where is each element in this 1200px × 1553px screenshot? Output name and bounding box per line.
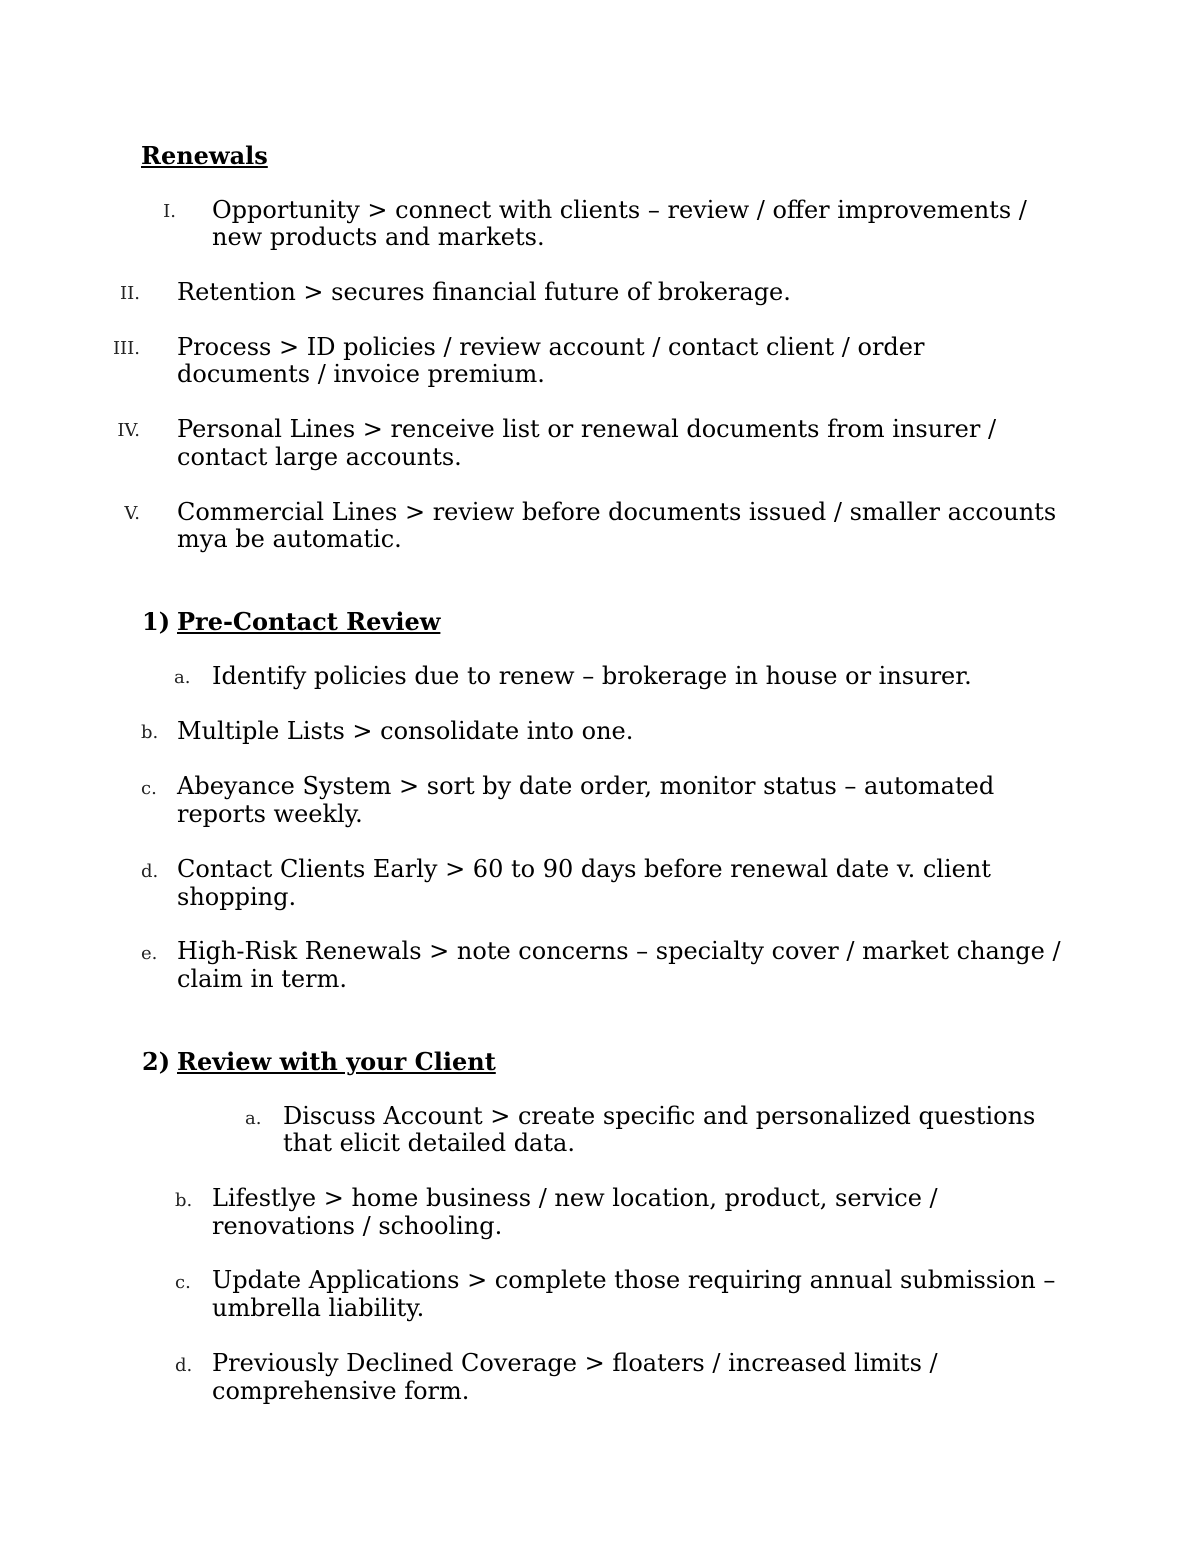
list-item-line: reports weekly. <box>177 800 363 828</box>
list-item-line: Identify policies due to renew – brokerage in house or insurer. <box>212 662 972 690</box>
list-item-line: new products and markets. <box>212 223 545 251</box>
list-item-line: renovations / schooling. <box>212 1212 503 1240</box>
list-item-line: Opportunity > connect with clients – review / offer improvements / <box>212 196 1027 224</box>
list-item-line: Discuss Account > create specific and personalized questions <box>283 1102 1036 1130</box>
list-marker: a. <box>174 667 191 688</box>
section-number: 1) <box>142 607 171 636</box>
list-item-line: umbrella liability. <box>212 1294 425 1322</box>
list-marker: I. <box>163 201 176 222</box>
list-item-line: Commercial Lines > review before documents issued / smaller accounts <box>177 498 1057 526</box>
list-item-line: comprehensive form. <box>212 1377 470 1405</box>
list-marker: b. <box>175 1190 193 1211</box>
list-marker: III. <box>112 338 140 359</box>
list-item-line: Retention > secures financial future of brokerage. <box>177 278 791 306</box>
list-marker: IV. <box>117 420 140 441</box>
list-marker: d. <box>175 1355 193 1376</box>
list-marker: II. <box>120 283 140 304</box>
section-heading: Pre-Contact Review <box>177 607 441 636</box>
list-marker: a. <box>245 1108 262 1129</box>
list-item-line: Multiple Lists > consolidate into one. <box>177 717 634 745</box>
list-marker: V. <box>124 503 140 524</box>
list-marker: b. <box>141 722 159 743</box>
list-item-line: documents / invoice premium. <box>177 360 545 388</box>
list-item-line: Personal Lines > renceive list or renewal documents from insurer / <box>177 415 997 443</box>
list-item-line: shopping. <box>177 883 297 911</box>
list-marker: c. <box>141 778 157 799</box>
list-item-line: Contact Clients Early > 60 to 90 days before renewal date v. client <box>177 855 991 883</box>
list-item-line: High-Risk Renewals > note concerns – specialty cover / market change / <box>177 937 1061 965</box>
list-item-line: claim in term. <box>177 965 347 993</box>
list-item-line: Update Applications > complete those requiring annual submission – <box>212 1266 1056 1294</box>
list-marker: e. <box>141 943 158 964</box>
list-item-line: Lifestlye > home business / new location, product, service / <box>212 1184 938 1212</box>
list-item-line: mya be automatic. <box>177 525 402 553</box>
list-item-line: contact large accounts. <box>177 443 462 471</box>
list-marker: c. <box>175 1272 191 1293</box>
list-item-line: Abeyance System > sort by date order, monitor status – automated <box>177 772 995 800</box>
section-heading: Review with your Client <box>177 1047 496 1076</box>
list-item-line: Process > ID policies / review account / contact client / order <box>177 333 925 361</box>
list-item-line: Previously Declined Coverage > floaters / increased limits / <box>212 1349 938 1377</box>
section-number: 2) <box>142 1047 171 1076</box>
page-title: Renewals <box>141 141 268 170</box>
list-item-line: that elicit detailed data. <box>283 1129 575 1157</box>
list-marker: d. <box>141 861 159 882</box>
